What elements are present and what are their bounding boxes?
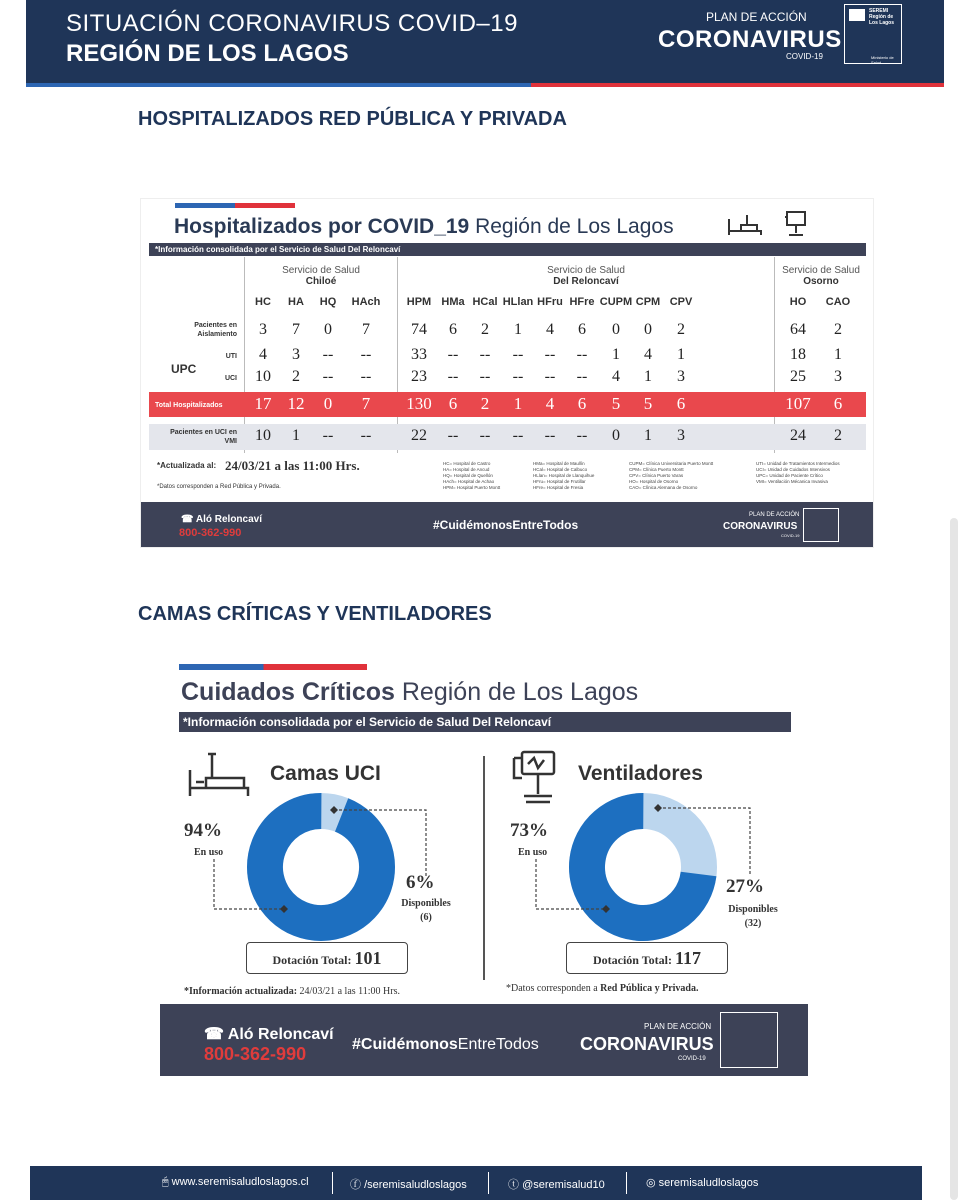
group-line1: Servicio de Salud	[282, 265, 360, 276]
ministry-label: Ministerio de Salud	[871, 55, 894, 65]
table-cell-uti: 4	[259, 346, 267, 363]
table-cell-uti: 4	[644, 346, 652, 363]
table-cell-uti: 1	[612, 346, 620, 363]
updated-value: 24/03/21 a las 11:00 Hrs.	[225, 458, 360, 473]
table-cell-total: 130	[406, 394, 432, 413]
table-cell-uci: 1	[644, 368, 652, 385]
row-label-uti: UTI	[225, 353, 237, 360]
legend-item: CUPM= Clínica Universitaria Puerto Montt	[629, 461, 714, 466]
table-cell-uci: --	[512, 368, 524, 385]
legend-col	[533, 461, 625, 491]
legend-item: HO= Hospital de Osorno	[629, 479, 679, 484]
twitter-text: @seremisalud10	[522, 1179, 605, 1191]
camas-used-leader	[210, 855, 290, 915]
bed-icon	[727, 211, 763, 239]
group-line1: Servicio de Salud	[782, 265, 860, 276]
row-label-upc: UPC	[171, 362, 197, 376]
table-cell-uci: --	[447, 368, 459, 385]
table-cell-aislamiento: 6	[578, 321, 586, 338]
campaign-label: CORONAVIRUS	[723, 521, 798, 532]
camas-used-pct: 94%	[184, 820, 222, 841]
legend-item: HLlan= Hospital de Llanquihue	[533, 473, 595, 478]
cc-title	[181, 678, 638, 707]
total-label: Dotación Total:	[272, 953, 352, 967]
vent-avail-label: Disponibles	[728, 904, 778, 915]
table-cell-aislamiento: 4	[546, 321, 554, 338]
cc-data-note	[506, 983, 698, 994]
divider	[488, 1172, 489, 1194]
table-cell-uci: --	[544, 368, 556, 385]
header-title-line1: SITUACIÓN CORONAVIRUS COVID–19	[66, 10, 518, 37]
table-cell-uci: 4	[612, 368, 620, 385]
vent-used-leader	[532, 855, 612, 915]
table-cell-aislamiento: 0	[644, 321, 652, 338]
phone-number: 800-362-990	[179, 527, 242, 539]
table-cell-total: 12	[287, 394, 305, 413]
table-cell-total: 5	[611, 394, 621, 413]
vent-title: Ventiladores	[578, 762, 703, 785]
table-cell-uti: --	[479, 346, 491, 363]
hashtag-b: EntreTodos	[457, 1036, 539, 1053]
camas-title: Camas UCI	[270, 762, 381, 785]
header-stripe	[26, 83, 944, 87]
table-cell-uti: 3	[292, 346, 300, 363]
legend-item: VMI= Ventilación Mécanica Invasiva	[756, 479, 828, 484]
table-cell-total: 4	[545, 394, 555, 413]
legend-col	[629, 461, 749, 491]
table-cell-uci: --	[576, 368, 588, 385]
table-cell-uti: 18	[790, 346, 806, 363]
note-label: *Información actualizada:	[184, 986, 298, 997]
column-header: CPM	[635, 296, 661, 308]
table-cell-aislamiento: 2	[834, 321, 842, 338]
column-header: HPM	[406, 296, 432, 308]
table-cell-total: 6	[833, 394, 843, 413]
legend-item: UPC= Unidad de Paciente Crítico	[756, 473, 823, 478]
table-cell-uci: --	[360, 368, 372, 385]
table-cell-total: 6	[676, 394, 686, 413]
table-cell-aislamiento: 2	[481, 321, 489, 338]
alo-label: ☎ Aló Reloncaví	[204, 1026, 334, 1043]
header-banner	[26, 0, 944, 85]
note-bold: Red Pública y Privada.	[600, 983, 699, 994]
group-line1: Servicio de Salud	[547, 265, 625, 276]
cc-title-bold: Cuidados Críticos	[181, 678, 395, 706]
column-header: CAO	[825, 296, 851, 308]
facebook-link[interactable]: ⓕ /seremisaludloslagos	[350, 1179, 467, 1191]
card-title-bold: Hospitalizados por COVID_19	[174, 215, 470, 238]
column-header: HC	[255, 296, 271, 308]
vent-avail-count: (32)	[744, 918, 762, 929]
table-cell-uti: 33	[411, 346, 427, 363]
table-cell-vmi: --	[322, 427, 334, 444]
plan-label: PLAN DE ACCIÓN	[706, 10, 807, 24]
group-line2: Osorno	[803, 276, 839, 287]
plan-label: PLAN DE ACCIÓN	[749, 512, 800, 518]
section-camas-title: CAMAS CRÍTICAS Y VENTILADORES	[138, 603, 492, 625]
table-cell-aislamiento: 2	[677, 321, 685, 338]
table-cell-vmi: --	[447, 427, 459, 444]
seremi-logo	[803, 508, 839, 542]
table-cell-vmi: --	[544, 427, 556, 444]
legend-item: HPM= Hospital Puerto Montt	[443, 485, 501, 490]
row-label-aislamiento: Pacientes en Aislamiento	[194, 322, 237, 338]
vent-avail-leader	[654, 798, 758, 878]
table-cell-uti: --	[576, 346, 588, 363]
table-cell-aislamiento: 7	[362, 321, 370, 338]
card-title	[174, 215, 674, 239]
column-header: HMa	[441, 296, 465, 308]
website-link[interactable]: 🖱 www.seremisaludloslagos.cl	[162, 1176, 309, 1188]
table-cell-uci: --	[479, 368, 491, 385]
updated-label: *Actualizada al:	[157, 461, 217, 470]
table-cell-uci: 10	[255, 368, 271, 385]
alo-text: Aló Reloncaví	[227, 1026, 334, 1043]
ventilator-icon	[508, 748, 568, 808]
table-cell-total: 6	[577, 394, 587, 413]
hashtag-a: #Cuidémonos	[352, 1036, 458, 1053]
legend-item: HQ= Hospital de Quellón	[443, 473, 493, 478]
chile-flag-icon	[849, 9, 865, 21]
row-label-total: Total Hospitalizados	[155, 402, 223, 409]
group-line2: Del Reloncaví	[553, 276, 619, 287]
table-cell-vmi: 24	[790, 427, 806, 444]
camas-avail-count: (6)	[420, 912, 432, 923]
card-title-light: Región de Los Lagos	[475, 215, 674, 238]
legend-item: HFre= Hospital de Fresia	[533, 485, 584, 490]
legend-item: CAO= Clínica Alemana de Osorno	[629, 485, 698, 490]
divider	[626, 1172, 627, 1194]
table-cell-uti: --	[360, 346, 372, 363]
table-cell-aislamiento: 0	[612, 321, 620, 338]
column-header: HLlan	[502, 296, 534, 308]
campaign-label: CORONAVIRUS	[658, 26, 842, 53]
table-cell-vmi: 1	[644, 427, 652, 444]
seremi-logo	[844, 4, 902, 64]
camas-avail-label: Disponibles	[401, 898, 451, 909]
hospital-bed-icon	[186, 748, 252, 800]
hashtag: #CuidémonosEntreTodos	[433, 518, 579, 532]
table-cell-total: 2	[480, 394, 490, 413]
legend-item: CPM= Clínica Puerto Montt	[629, 467, 684, 472]
facebook-text: /seremisaludloslagos	[364, 1179, 467, 1191]
cuidados-criticos-card	[160, 650, 810, 1080]
table-cell-total: 0	[323, 394, 333, 413]
column-header: HFre	[569, 296, 595, 308]
campaign-sub: COVID-19	[786, 52, 823, 61]
data-note: *Datos corresponden a Red Pública y Privada.	[157, 484, 281, 490]
camas-used-label: En uso	[194, 847, 224, 858]
note-prefix: *Datos corresponden a	[506, 983, 598, 994]
vent-avail-pct: 27%	[726, 876, 764, 897]
info-bar: *Información consolidada por el Servicio de Salud Del Reloncaví	[179, 712, 791, 732]
column-header: HCal	[472, 296, 498, 308]
group-osorno	[776, 265, 866, 287]
social-footer	[30, 1166, 922, 1200]
table-cell-vmi: 2	[834, 427, 842, 444]
row-label-uci: UCI	[224, 375, 237, 382]
table-cell-vmi: 1	[292, 427, 300, 444]
column-header: HO	[789, 296, 807, 308]
info-bar: *Información consolidada por el Servicio de Salud Del Reloncaví	[149, 243, 866, 256]
table-cell-uti: --	[447, 346, 459, 363]
table-cell-aislamiento: 64	[790, 321, 806, 338]
table-cell-aislamiento: 74	[411, 321, 427, 338]
vent-used-pct: 73%	[510, 820, 548, 841]
card-stripe	[179, 664, 367, 670]
table-cell-uci: 25	[790, 368, 806, 385]
table-cell-total: 6	[448, 394, 458, 413]
card-stripe	[175, 203, 295, 208]
legend-item: HA= Hospital de Ancud	[443, 467, 490, 472]
instagram-text: seremisaludloslagos	[658, 1177, 759, 1189]
vent-used-label: En uso	[518, 847, 548, 858]
alo-text: Aló Reloncaví	[195, 514, 263, 525]
table-cell-vmi: 3	[677, 427, 685, 444]
cc-title-light: Región de Los Lagos	[401, 678, 639, 706]
table-cell-total: 17	[254, 394, 272, 413]
plan-label: PLAN DE ACCIÓN	[644, 1022, 712, 1031]
column-header: HQ	[319, 296, 337, 308]
table-cell-uci: 2	[292, 368, 300, 385]
hospitalizados-card	[140, 198, 874, 548]
seremi-label: SEREMI Región de Los Lagos	[869, 8, 895, 26]
table-cell-uti: --	[322, 346, 334, 363]
table-cell-aislamiento: 7	[292, 321, 300, 338]
table-cell-uti: 1	[677, 346, 685, 363]
camas-avail-leader	[330, 800, 434, 880]
legend-item: HCal= Hospital de Calbuco	[533, 467, 588, 472]
vent-total-box	[566, 942, 728, 974]
ventilator-icon	[781, 209, 811, 239]
table-cell-aislamiento: 1	[514, 321, 522, 338]
hashtag	[352, 1036, 539, 1054]
phone-number: 800-362-990	[204, 1044, 307, 1064]
table-cell-total: 1	[513, 394, 523, 413]
column-header: CUPM	[599, 296, 633, 308]
table-cell-vmi: --	[576, 427, 588, 444]
table-cell-aislamiento: 6	[449, 321, 457, 338]
table-cell-vmi: --	[360, 427, 372, 444]
legend-col	[756, 461, 868, 485]
legend-item: HC= Hospital de Castro	[443, 461, 491, 466]
campaign-label: CORONAVIRUS	[580, 1034, 714, 1054]
table-cell-uti: --	[512, 346, 524, 363]
header-title-line2: REGIÓN DE LOS LAGOS	[66, 40, 349, 67]
table-cell-total: 107	[785, 394, 811, 413]
scrollbar[interactable]	[950, 518, 958, 1200]
table-cell-vmi: 0	[612, 427, 620, 444]
table-cell-total: 5	[643, 394, 653, 413]
row-label-vmi: Pacientes en UCI en VMI	[170, 429, 237, 445]
twitter-link[interactable]: ⓣ @seremisalud10	[508, 1179, 605, 1191]
table-cell-uci: 23	[411, 368, 427, 385]
section-hospitalizados-title: HOSPITALIZADOS RED PÚBLICA Y PRIVADA	[138, 108, 567, 130]
table-cell-total: 7	[361, 394, 371, 413]
legend-item: UCI= Unidad de Cuidados Intensivos	[756, 467, 830, 472]
legend-col	[443, 461, 533, 491]
table-cell-uci: 3	[677, 368, 685, 385]
total-label: Dotación Total:	[592, 953, 672, 967]
column-header: HFru	[537, 296, 563, 308]
column-header: HA	[288, 296, 304, 308]
group-line2: Chiloé	[305, 276, 337, 287]
table-cell-vmi: 22	[411, 427, 427, 444]
divider	[332, 1172, 333, 1194]
legend-item: HFru= Hospital de Frutillar	[533, 479, 586, 484]
legend-item: CPV= Clínica Puerto Varas	[629, 473, 684, 478]
card-footer	[141, 502, 873, 547]
column-divider	[483, 756, 485, 980]
website-text: www.seremisaludloslagos.cl	[171, 1176, 309, 1188]
camas-avail-pct: 6%	[406, 872, 435, 893]
table-cell-aislamiento: 3	[259, 321, 267, 338]
table-cell-uci: 3	[834, 368, 842, 385]
alo-label: ☎ Aló Reloncaví	[181, 514, 263, 525]
total-value: 101	[354, 948, 382, 968]
note-value: 24/03/21 a las 11:00 Hrs.	[299, 986, 401, 997]
legend-item: UTI= Unidad de Tratamientos Intermedios	[756, 461, 840, 466]
column-header: HAch	[351, 296, 381, 308]
campaign-sub: COVID-19	[781, 533, 800, 538]
instagram-link[interactable]: ◎ seremisaludloslagos	[646, 1177, 759, 1189]
table-cell-vmi: --	[512, 427, 524, 444]
campaign-sub: COVID-19	[678, 1056, 706, 1062]
cc-card-footer	[160, 1004, 808, 1076]
cc-updated-note	[184, 986, 400, 997]
group-chiloe	[246, 265, 396, 287]
table-cell-uti: 1	[834, 346, 842, 363]
table-cell-aislamiento: 0	[324, 321, 332, 338]
group-reloncavi	[399, 265, 773, 287]
legend-item: HAch= Hospital de Achao	[443, 479, 495, 484]
total-value: 117	[675, 948, 702, 968]
table-cell-uci: --	[322, 368, 334, 385]
table-cell-vmi: --	[479, 427, 491, 444]
column-header: CPV	[669, 296, 693, 308]
camas-total-box	[246, 942, 408, 974]
legend-item: HMa= Hospital de Maullín	[533, 461, 585, 466]
table-cell-vmi: 10	[255, 427, 271, 444]
table-cell-uti: --	[544, 346, 556, 363]
seremi-logo	[720, 1012, 778, 1068]
